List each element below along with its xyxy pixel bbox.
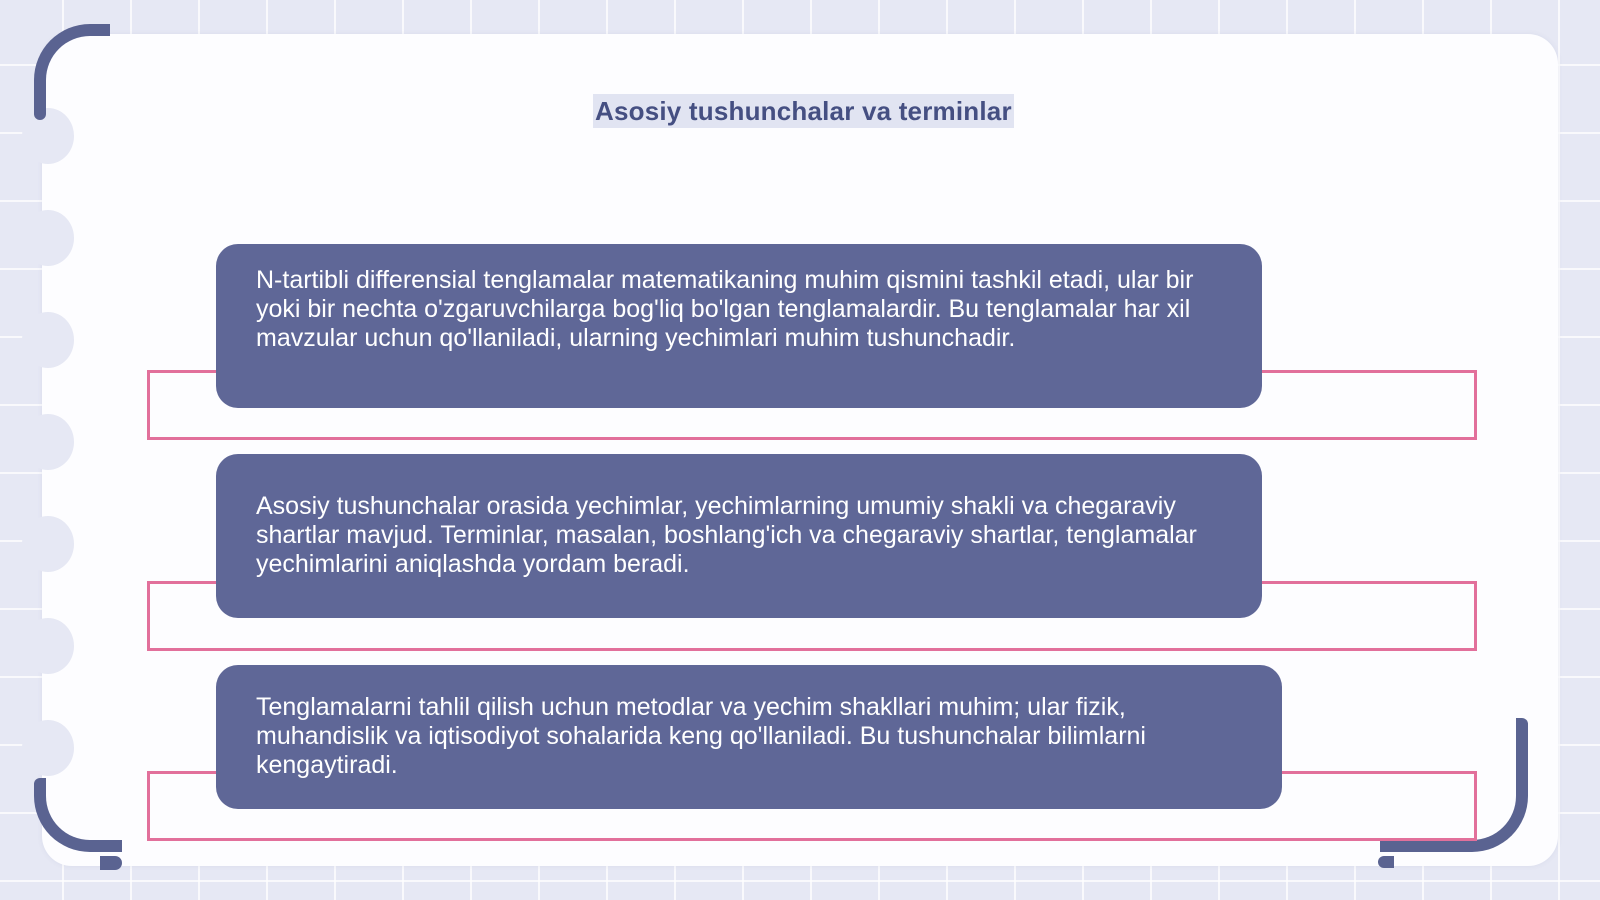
corner-bracket-top-left-stem bbox=[34, 80, 46, 120]
corner-bracket-bottom-right-tip bbox=[1378, 856, 1394, 868]
punch-hole bbox=[22, 618, 74, 674]
info-card-1 bbox=[216, 244, 1262, 408]
info-card-text: Asosiy tushunchalar orasida yechimlar, yechimlarning umumiy shakli va chegaraviy shartlar mavjud. Terminlar, masalan, boshlang'ich va chegaraviy shartlar, tenglamalar yechimlarini aniqlashda yordam beradi. bbox=[256, 492, 1197, 578]
punch-hole bbox=[22, 516, 74, 572]
info-card-3 bbox=[216, 665, 1282, 809]
punch-hole bbox=[22, 108, 74, 164]
punch-hole bbox=[22, 312, 74, 368]
punch-hole bbox=[22, 414, 74, 470]
info-card-2 bbox=[216, 454, 1262, 618]
corner-bracket-bottom-left-tip bbox=[100, 856, 122, 870]
info-card-text: N-tartibli differensial tenglamalar matematikaning muhim qismini tashkil etadi, ular bir yoki bir nechta o'zgaruvchilarga bog'liq bo'lgan tenglamalardir. Bu tenglamalar har xil mavzular uchun qo'llaniladi, ularning yechimlari muhim tushunchadir. bbox=[256, 266, 1194, 352]
punch-hole bbox=[22, 210, 74, 266]
info-card-text: Tenglamalarni tahlil qilish uchun metodlar va yechim shakllari muhim; ular fizik, muhandislik va iqtisodiyot sohalarida keng qo'llaniladi. Bu tushunchalar bilimlarni kengaytiradi. bbox=[256, 693, 1146, 779]
punch-hole bbox=[22, 720, 74, 776]
slide-title: Asosiy tushunchalar va terminlar bbox=[595, 96, 1012, 126]
